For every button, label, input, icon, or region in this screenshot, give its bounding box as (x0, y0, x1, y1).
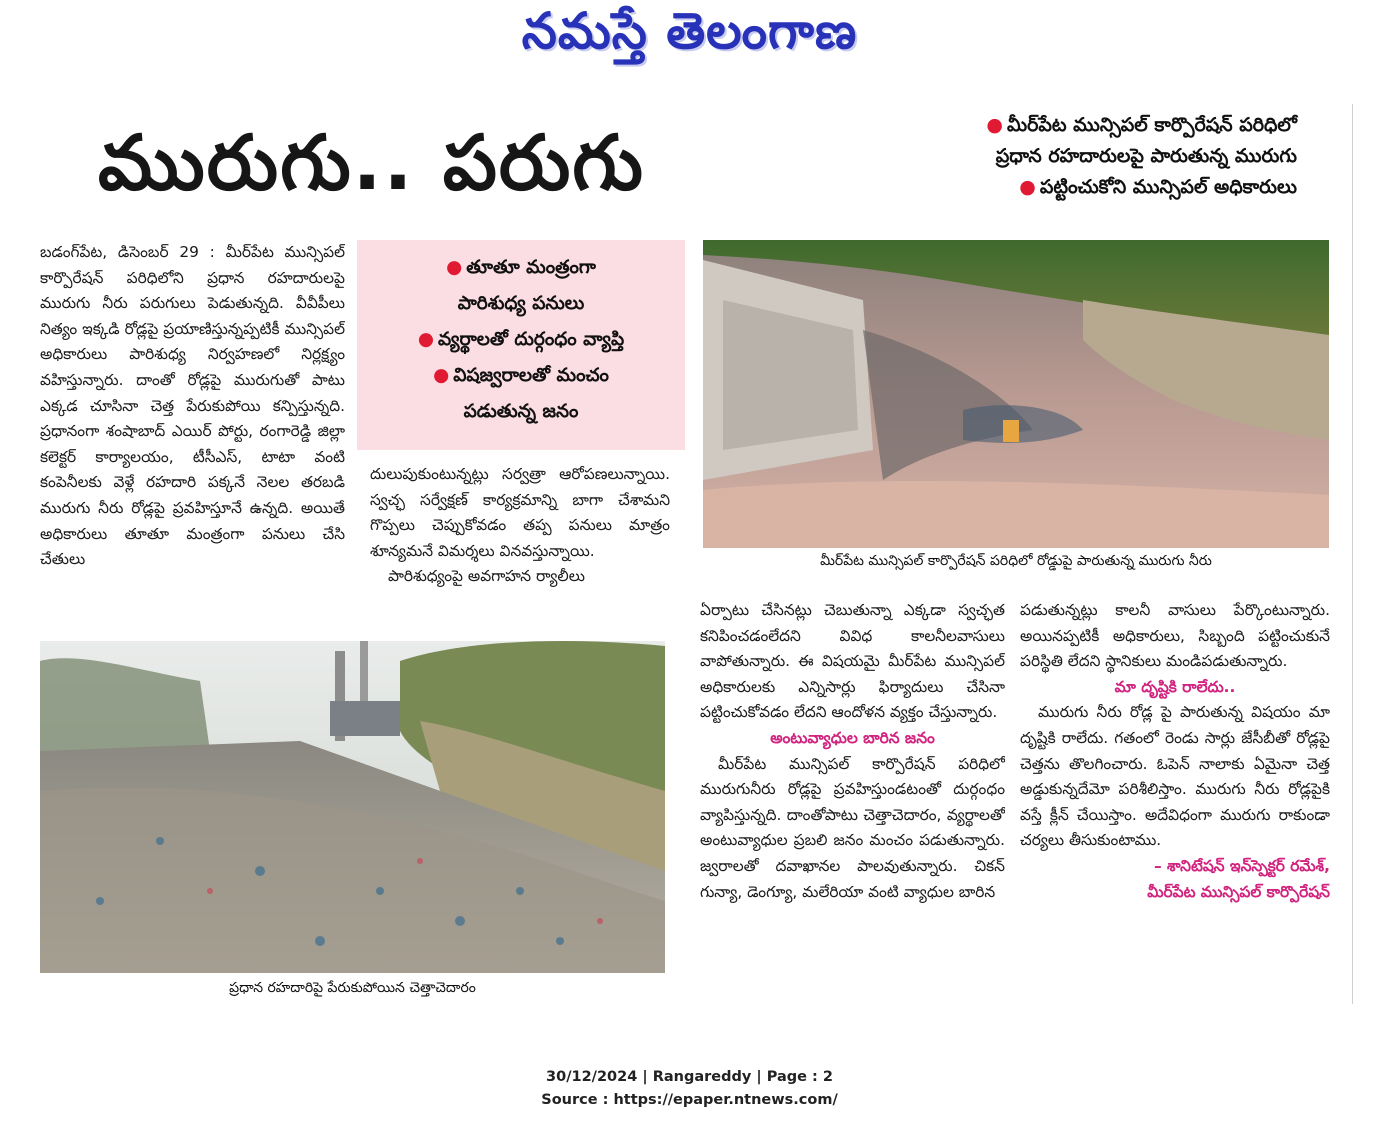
garbage-image (40, 641, 665, 973)
article-paragraph: మురుగు నీరు రోడ్ల పై పారుతున్న విషయం మా దృష్టికి రాలేదు. గతంలో రెండు సార్లు జేసీబీతో రోడ్లపై చెత్తను తొలగించారు. ఓపెన్ నాలాకు ఏమైనా చెత్త అడ్డుకున్నదేమో పరిశీలిస్తాం. మురుగు నీరు రోడ్లపైకి వస్తే క్లీన్ చేయిస్తాం. అదేవిధంగా మురుగు రాకుండా చర్యలు తీసుకుంటాము. (1020, 703, 1330, 850)
bullet-icon: ● (433, 365, 450, 386)
signature-line: – శానిటేషన్ ఇన్‌స్పెక్టర్ రమేశ్, (1154, 856, 1330, 875)
highlight-line: పారిశుధ్య పనులు (457, 293, 585, 314)
highlight-box (357, 240, 685, 450)
deck-line-1: ● మీర్‌పేట మున్సిపల్ కార్పొరేషన్ పరిధిలో (986, 114, 1297, 136)
article-paragraph: పారిశుధ్యంపై అవగాహన ర్యాలీలు (388, 567, 585, 586)
highlight-line: ● వ్యర్థాలతో దుర్గంధం వ్యాప్తి (417, 329, 625, 350)
column-rule (1352, 104, 1353, 1004)
masthead-logo: నమస్తే తెలంగాణ (521, 2, 858, 60)
article-paragraph: దులుపుకుంటున్నట్లు సర్వత్రా ఆరోపణలున్నాయి. స్వచ్ఛ సర్వేక్షణ్ కార్యక్రమాన్ని బాగా చేశామని గొప్పలు చెప్పుకోవడం తప్ప పనులు మాత్రం శూన్యమనే విమర్శలు వినవస్తున్నాయి. (370, 465, 670, 560)
deck (837, 110, 1297, 203)
sewage-water-image (703, 240, 1329, 548)
deck-line-2: ప్రధాన రహదారులపై పారుతున్న మురుగు (995, 145, 1297, 167)
article-paragraph: ఏర్పాటు చేసినట్లు చెబుతున్నా ఎక్కడా స్వచ్ఛత కనిపించడంలేదని వివిధ కాలనీలవాసులు వాపోతున్నారు. ఈ విషయమై మీర్‌పేట మున్సిపల్ అధికారులకు ఎన్నిసార్లు ఫిర్యాదులు చేసినా పట్టించుకోవడం లేదని ఆందోళన వ్యక్తం చేస్తున్నారు. (700, 601, 1005, 722)
footer-date-line: 30/12/2024 | Rangareddy | Page : 2 (546, 1069, 833, 1085)
footer-source-line: Source : https://epaper.ntnews.com/ (541, 1092, 838, 1108)
article-paragraph: మీర్‌పేట మున్సిపల్ కార్పొరేషన్ పరిధిలో మురుగునీరు రోడ్లపై ప్రవహిస్తుండటంతో దుర్గంధం వ్యాపిస్తున్నది. దాంతోపాటు చెత్తాచెదారం, వ్యర్థాలతో అంటువ్యాధుల ప్రబలి జనం మంచం పడుతున్నారు. జ్వరాలతో దవాఖానల పాలవుతున్నారు. చికన్ గున్యా, డెంగ్యూ, మలేరియా వంటి వ్యాధుల బారిన (700, 754, 1005, 901)
highlight-line: ● విషజ్వరాలతో మంచం (433, 365, 609, 386)
highlight-line: పడుతున్న జనం (463, 401, 579, 422)
deck-line-3: ● పట్టించుకోని మున్సిపల్ అధికారులు (1019, 176, 1297, 198)
bullet-icon: ● (1019, 176, 1036, 198)
photo-caption-bottom: ప్రధాన రహదారిపై పేరుకుపోయిన చెత్తాచెదారం (229, 980, 476, 996)
bullet-icon: ● (417, 329, 435, 350)
article-column-1 (40, 240, 345, 622)
article-column-3 (700, 598, 1005, 983)
photo-caption-top: మీర్‌పేట మున్సిపల్ కార్పొరేషన్ పరిధిలో రోడ్డుపై పారుతున్న మురుగు నీరు (820, 553, 1212, 569)
subheading-not-noticed: మా దృష్టికి రాలేదు.. (1114, 677, 1236, 696)
subheading-epidemics: అంటువ్యాధుల బారిన జనం (770, 728, 935, 747)
headline: మురుగు.. పరుగు (98, 118, 645, 207)
bullet-icon: ● (986, 114, 1003, 136)
garbage-photo (40, 641, 665, 973)
sewage-water-photo (703, 240, 1329, 548)
bullet-icon: ● (446, 257, 463, 278)
article-column-2 (370, 462, 670, 622)
article-column-4 (1020, 598, 1330, 988)
signature-line: మీర్‌పేట మున్సిపల్ కార్పొరేషన్ (1147, 882, 1330, 901)
highlight-line: ● తూతూ మంత్రంగా (446, 257, 596, 278)
article-paragraph: పడుతున్నట్లు కాలనీ వాసులు పేర్కొంటున్నారు. అయినప్పటికీ అధికారులు, సిబ్బంది పట్టించుకునే పరిస్థితి లేదని స్థానికులు మండిపడుతున్నారు. (1020, 601, 1330, 671)
article-paragraph: బడంగ్‌పేట, డిసెంబర్ 29 : మీర్‌పేట మున్సిపల్ కార్పొరేషన్ పరిధిలోని ప్రధాన రహదారులపై మురుగు నీరు పరుగులు పెడుతున్నది. వీవీపీలు నిత్యం ఇక్కడి రోడ్లపై ప్రయాణిస్తున్నప్పటికీ మున్సిపల్ అధికారులు పారిశుధ్య నిర్వహణలో నిర్లక్ష్యం వహిస్తున్నారు. దాంతో రోడ్లపై మురుగుతో పాటు ఎక్కడ చూసినా చెత్త పేరుకుపోయి కన్పిస్తున్నది. ప్రధానంగా శంషాబాద్ ఎయిర్ పోర్టు, రంగారెడ్డి జిల్లా కలెక్టర్ కార్యాలయం, టీసీఎస్, టాటా వంటి కంపెనీలకు వెళ్లే రహదారి పక్కనే నెలల తరబడి మురుగు నీరు రోడ్లపై ప్రవహిస్తూనే ఉన్నది. అయితే అధికారులు తూతూ మంత్రంగా పనులు చేసి చేతులు (40, 243, 345, 569)
